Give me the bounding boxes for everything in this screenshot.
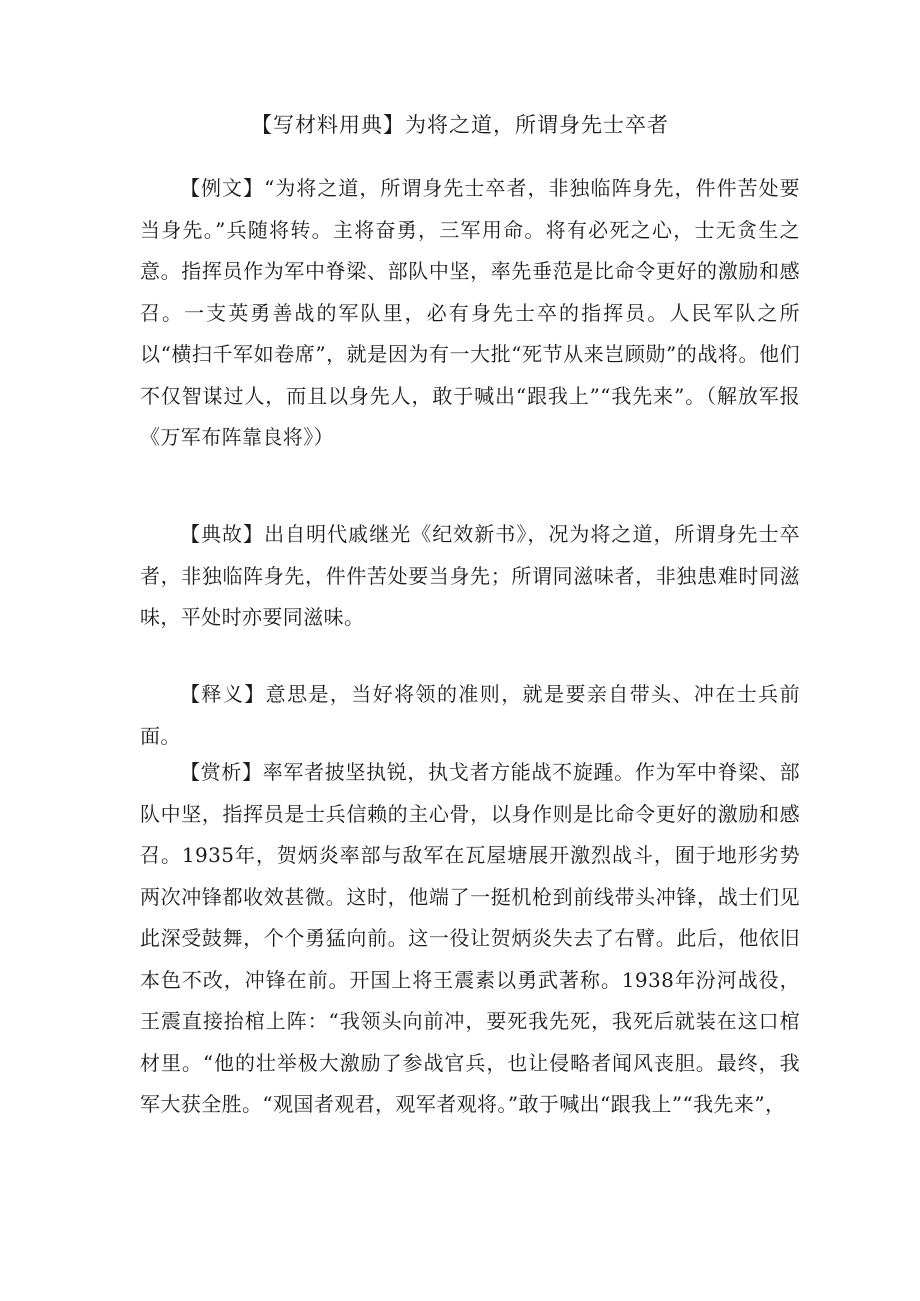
allusion-paragraph [140, 514, 800, 639]
page-title: 【写材料用典】为将之道，所谓身先士卒者 [251, 113, 669, 137]
allusion-tag: 【典故】 [180, 522, 265, 546]
analysis-paragraph [140, 752, 800, 1126]
meaning-tag: 【释义】 [180, 682, 266, 706]
allusion-text: 出自明代戚继光《纪效新书》，况为将之道，所谓身先士卒者，非独临阵身先，件件苦处要当身先；所谓同滋味者，非独患难时同滋味，平处时亦要同滋味。 [140, 522, 800, 629]
example-paragraph [140, 168, 800, 459]
meaning-paragraph [140, 674, 800, 757]
analysis-text: 率军者披坚执锐，执戈者方能战不旋踵。作为军中脊梁、部队中坚，指挥员是士兵信赖的主心骨，以身作则是比命令更好的激励和感召。1935年，贺炳炎率部与敌军在瓦屋塘展开激烈战斗，囿于地形劣势两次冲锋都收效甚微。这时，他端了一挺机枪到前线带头冲锋，战士们见此深受鼓舞，个个勇猛向前。这一役让贺炳炎失去了右臂。此后，他依旧本色不改，冲锋在前。开国上将王震素以勇武著称。1938年汾河战役，王震直接抬棺上阵：“我领头向前冲，要死我先死，我死后就装在这口棺材里。“他的壮举极大激励了参战官兵，也让侵略者闻风丧胆。最终，我军大获全胜。“观国者观君，观军者观将。”敢于喊出“跟我上”“我先来”， [140, 760, 800, 1116]
analysis-tag: 【赏析】 [180, 760, 263, 784]
example-text: “为将之道，所谓身先士卒者，非独临阵身先，件件苦处要当身先。”兵随将转。主将奋勇，三军用命。将有必死之心，士无贪生之意。指挥员作为军中脊梁、部队中坚，率先垂范是比命令更好的激励和感召。一支英勇善战的军队里，必有身先士卒的指挥员。人民军队之所以“横扫千军如卷席”，就是因为有一大批“死节从来岂顾勋”的战将。他们不仅智谋过人，而且以身先人，敢于喊出“跟我上”“我先来”。（解放军报《万军布阵靠良将》） [140, 176, 801, 449]
meaning-text: 意思是，当好将领的准则，就是要亲自带头、冲在士兵前面。 [140, 682, 800, 748]
example-tag: 【例文】 [180, 176, 265, 200]
